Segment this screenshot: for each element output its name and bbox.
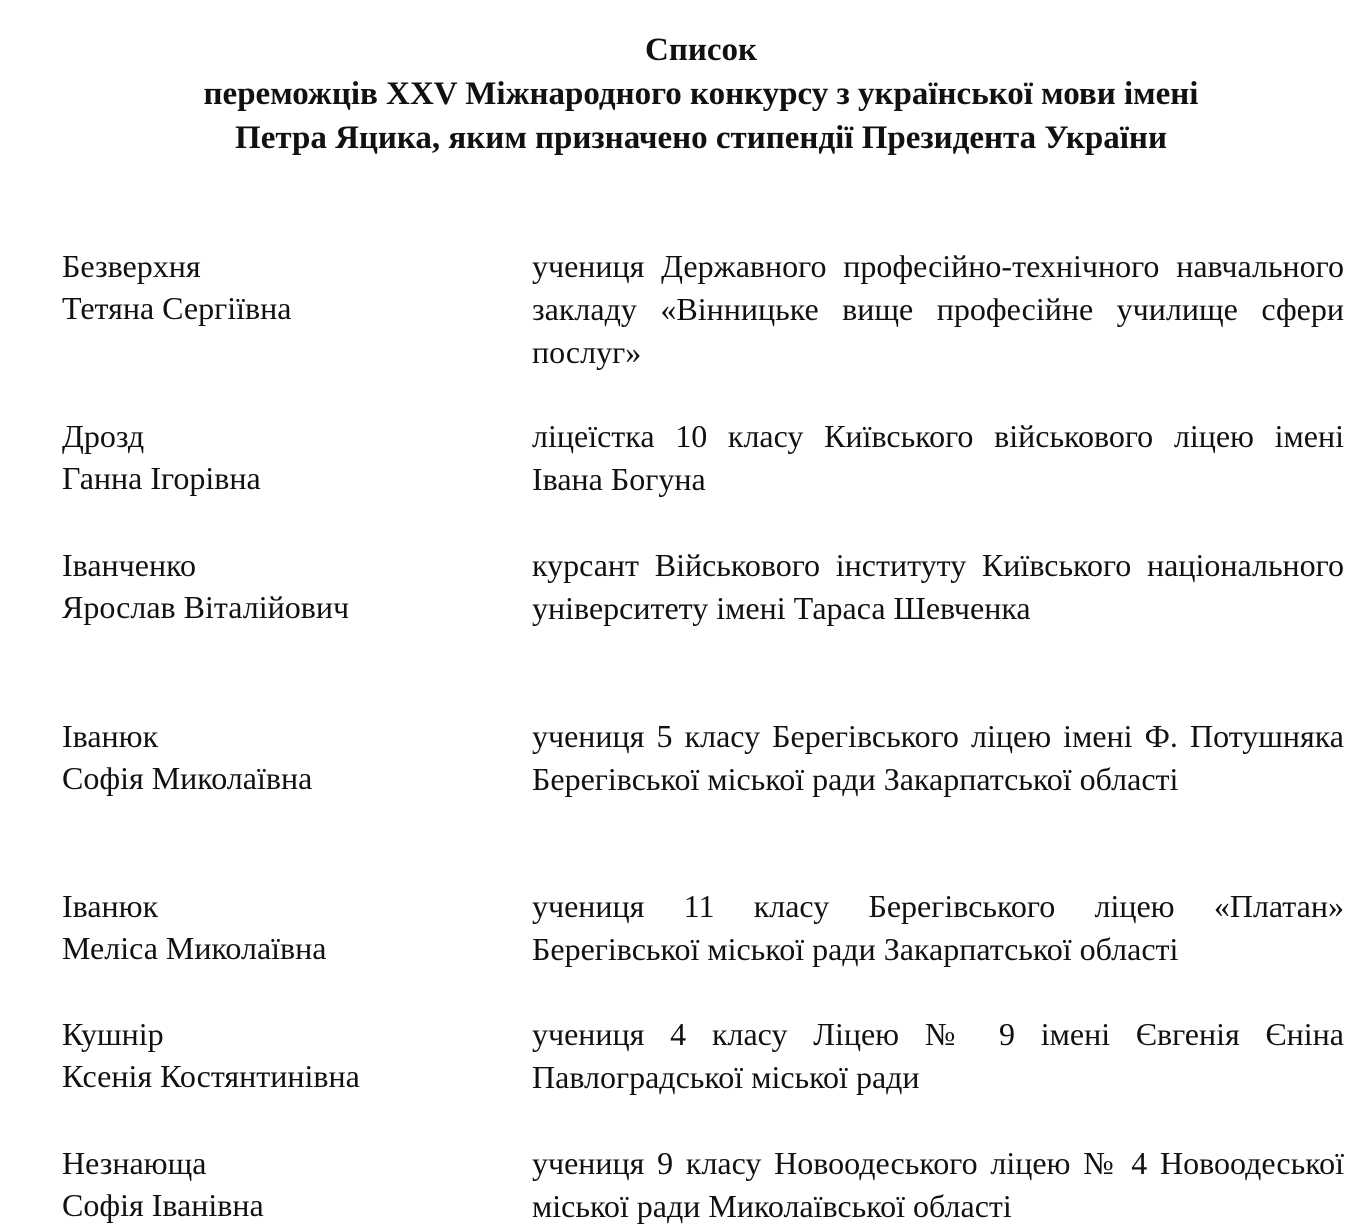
winner-description: ліцеїстка 10 класу Київського військового ліцею імені Івана Богуна (532, 418, 1344, 497)
winner-name (62, 544, 492, 628)
winner-given-names: Ярослав Віталійович (62, 589, 350, 625)
winner-description: учениця 9 класу Новоодеського ліцею № 4 Новоодеської міської ради Миколаївської області (532, 1145, 1344, 1224)
winner-given-names: Тетяна Сергіївна (62, 290, 292, 326)
winner-surname: Незнающа (62, 1145, 207, 1181)
winner-name (62, 415, 492, 499)
winner-description: учениця 11 класу Берегівського ліцею «Платан» Берегівської міської ради Закарпатської області (532, 888, 1344, 967)
winner-description: курсант Військового інституту Київського національного університету імені Тараса Шевченка (532, 547, 1344, 626)
title-line-2: переможців XXV Міжнародного конкурсу з української мови імені (203, 76, 1199, 112)
winner-surname: Дрозд (62, 418, 145, 454)
winner-surname: Кушнір (62, 1016, 164, 1052)
winner-name (62, 1013, 492, 1097)
winner-name (62, 245, 492, 329)
winner-given-names: Ганна Ігорівна (62, 460, 261, 496)
winner-surname: Іванюк (62, 718, 159, 754)
winner-surname: Безверхня (62, 248, 201, 284)
winner-name (62, 885, 492, 969)
winner-name (62, 1142, 492, 1226)
winner-description: учениця Державного професійно-технічного навчального закладу «Вінницьке вище професійне училище сфери послуг» (532, 248, 1344, 370)
document-title (0, 28, 1372, 160)
winner-surname: Іванченко (62, 547, 197, 583)
winner-given-names: Меліса Миколаївна (62, 930, 327, 966)
winner-description: учениця 5 класу Берегівського ліцею імені Ф. Потушняка Берегівської міської ради Закарпатської області (532, 718, 1344, 797)
title-line-3: Петра Яцика, яким призначено стипендії Президента України (235, 120, 1167, 156)
winner-given-names: Ксенія Костянтинівна (62, 1058, 360, 1094)
winner-name (62, 715, 492, 799)
winner-description: учениця 4 класу Ліцею № 9 імені Євгенія Єніна Павлоградської міської ради (532, 1016, 1344, 1095)
winner-given-names: Софія Миколаївна (62, 760, 313, 796)
winner-surname: Іванюк (62, 888, 159, 924)
winner-given-names: Софія Іванівна (62, 1187, 264, 1223)
title-line-1: Список (644, 32, 758, 68)
